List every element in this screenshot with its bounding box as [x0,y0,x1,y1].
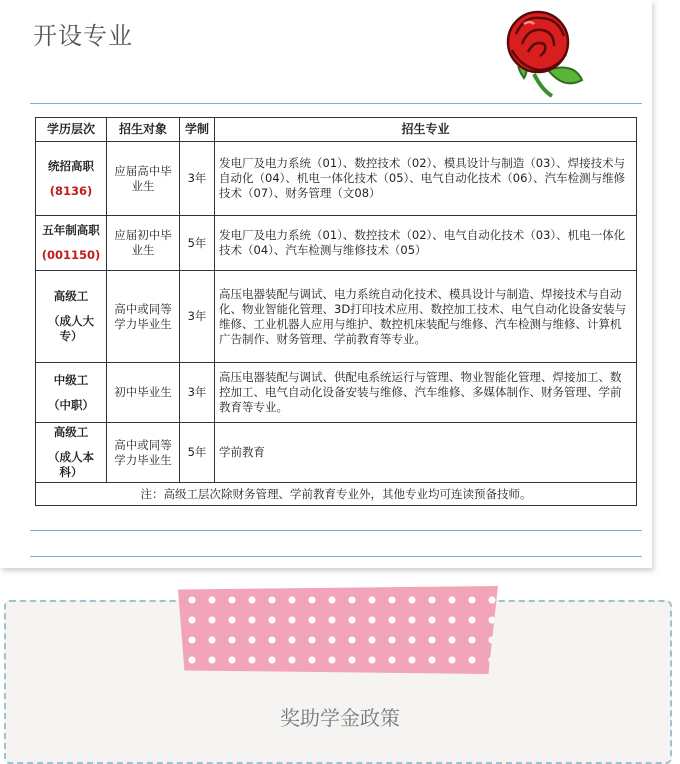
header-majors: 招生专业 [215,118,637,142]
majors-table [35,117,637,506]
level-name: 五年制高职 [42,223,100,237]
policy-title: 奖助学金政策 [280,706,400,730]
header-level: 学历层次 [36,118,107,142]
header-target: 招生对象 [107,118,180,142]
level-name: 统招高职 [48,158,94,173]
row-target: 高中或同等学力毕业生 [107,423,180,483]
row-level [36,216,107,271]
row-years: 5年 [180,423,215,483]
table-row [36,142,637,216]
table-row [36,423,637,483]
level-sub: （成人本科） [48,450,94,479]
table-row [36,271,637,363]
table-header-row [36,118,637,142]
level-sub: （中职） [48,397,94,412]
row-majors: 发电厂及电力系统（01）、数控技术（02）、电气自动化技术（03）、机电一体化技术（04）、汽车检测与维修技术（05） [215,216,637,271]
table-row [36,216,637,271]
program-code: (8136) [49,183,93,198]
row-level [36,142,107,216]
row-target: 高中或同等学力毕业生 [107,271,180,363]
row-years: 3年 [180,271,215,363]
divider-top [30,103,642,104]
level-name: 高级工 [53,425,89,439]
divider-bottom-1 [30,530,642,531]
level-name: 中级工 [53,372,89,387]
polka-dot-tape [178,586,498,674]
row-target: 初中毕业生 [107,363,180,423]
row-majors: 学前教育 [215,423,637,483]
rose-icon [494,4,590,98]
row-majors: 发电厂及电力系统（01）、数控技术（02）、模具设计与制造（03）、焊接技术与自动化（04）、机电一体化技术（05）、电气自动化技术（06）、汽车检测与维修技术（07）、财务管理（文08） [215,142,637,216]
row-target: 应届初中毕业生 [107,216,180,271]
level-name: 高级工 [53,289,89,303]
row-target: 应届高中毕业生 [107,142,180,216]
section-title: 开设专业 [33,22,133,50]
row-level [36,271,107,363]
row-level [36,363,107,423]
table-row [36,363,637,423]
row-years: 5年 [180,216,215,271]
program-code: (001150) [41,248,101,262]
row-majors: 高压电器装配与调试、供配电系统运行与管理、物业智能化管理、焊接加工、数控加工、电气自动化设备安装与维修、汽车维修、多媒体制作、财务管理、学前教育等专业。 [215,363,637,423]
row-level [36,423,107,483]
table-note: 注：高级工层次除财务管理、学前教育专业外，其他专业均可连读预备技师。 [36,483,637,506]
row-majors: 高压电器装配与调试、电力系统自动化技术、模具设计与制造、焊接技术与自动化、物业智能化管理、3D打印技术应用、数控加工技术、电气自动化设备安装与维修、工业机器人应用与维护、数控机床装配与维修、汽车检测与维修、计算机广告制作、财务管理、学前教育等专业。 [215,271,637,363]
divider-bottom-2 [30,556,642,557]
row-years: 3年 [180,142,215,216]
level-sub: （成人大专） [48,314,94,343]
table-note-row [36,483,637,506]
row-years: 3年 [180,363,215,423]
header-years: 学制 [180,118,215,142]
